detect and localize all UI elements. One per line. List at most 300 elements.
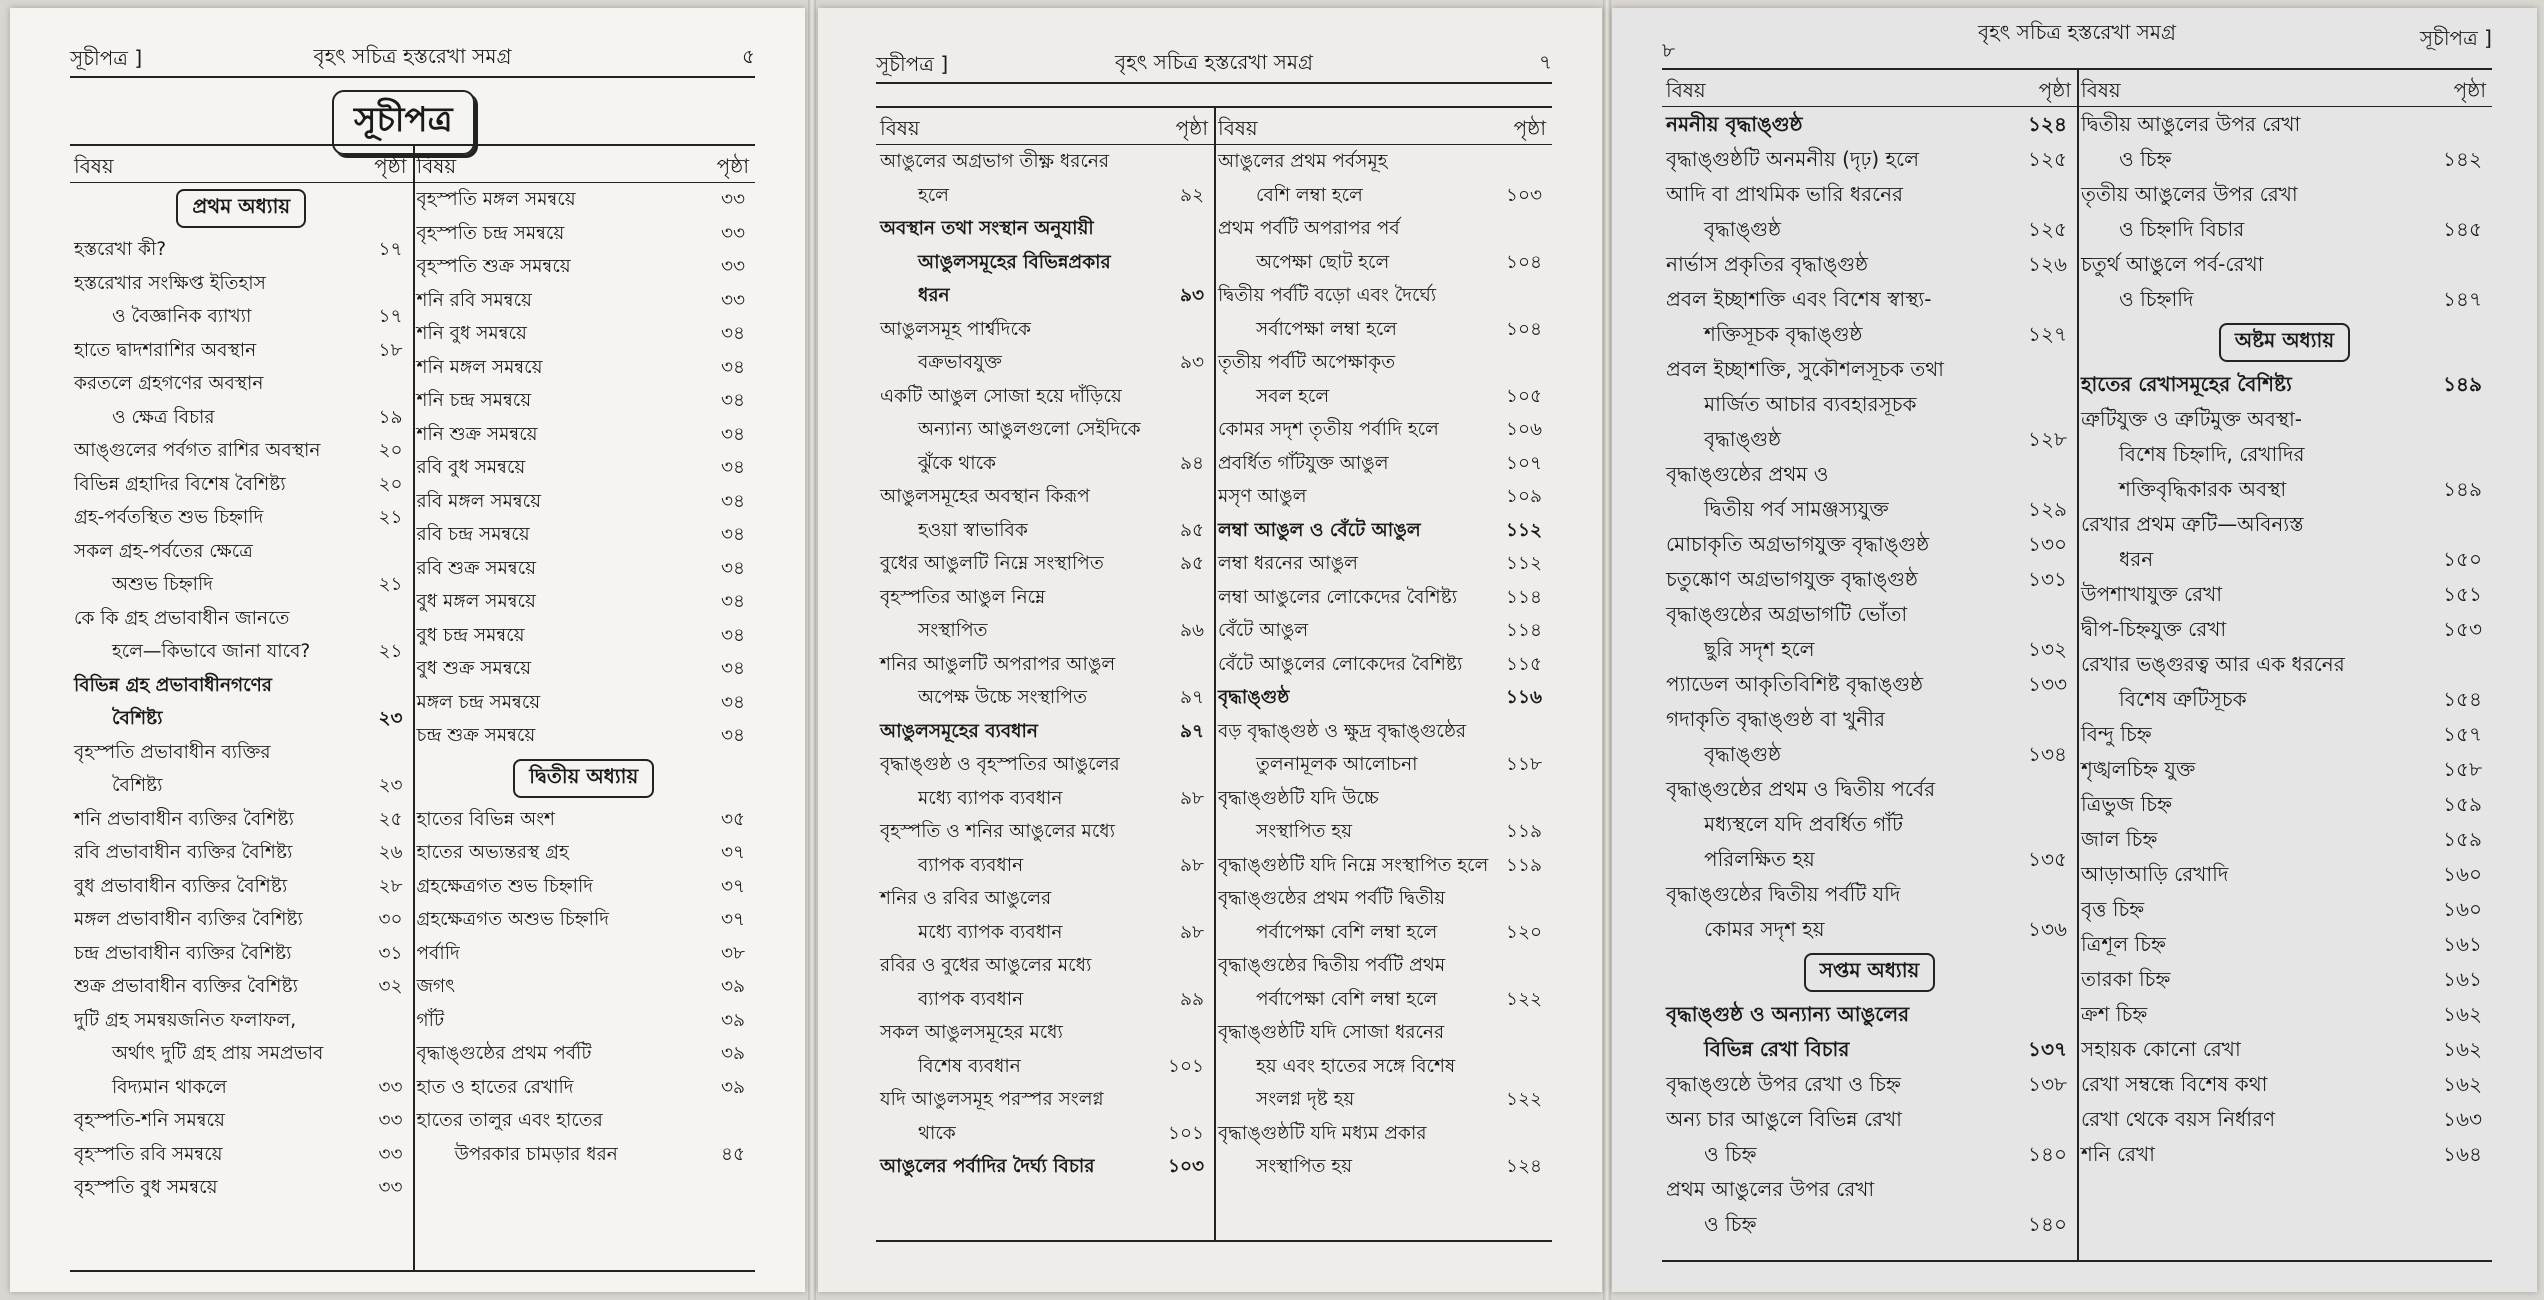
header-page-number: ৭ (1538, 50, 1552, 74)
toc-entry (417, 451, 752, 485)
toc-entry-page: ১১৯ (1505, 854, 1542, 876)
header-section-label: সূচীপত্র ] (2419, 26, 2492, 50)
toc-entry (880, 246, 1210, 280)
toc-entry-page: ৩৪ (720, 591, 745, 612)
toc-entry-title: হাতের অভ্যন্তরস্থ গ্রহ (416, 842, 569, 863)
toc-entry-page: ৩৪ (720, 356, 745, 378)
running-header (876, 42, 1552, 84)
chapter-heading (74, 189, 409, 229)
toc-entry (1218, 380, 1548, 414)
toc-entry-title: মঙ্গল চন্দ্র সমন্বয়ে (416, 691, 541, 713)
toc-entry-page: ২৫ (378, 808, 403, 830)
toc-entry-page: ১৪৯ (2443, 372, 2482, 396)
toc-entry-title: ও বৈজ্ঞানিক ব্যাখ্যা (112, 306, 252, 327)
toc-entry-page: ১৩২ (2028, 637, 2067, 661)
toc-entry-page: ৩৪ (720, 624, 745, 646)
toc-entry-title: জাল চিহ্ন (2081, 827, 2158, 851)
toc-entry-page: ৩৪ (720, 323, 745, 344)
toc-entry-page: ২১ (378, 574, 403, 595)
toc-entry-title: বৃহস্পতি-শনি সমন্বয়ে (74, 1110, 225, 1131)
toc-entry-title: বৃদ্ধাঙ্গুষ্ঠ (1704, 742, 1782, 766)
toc-entry-page: ৩৪ (720, 423, 745, 445)
toc-entry (74, 535, 409, 569)
toc-entry-title: দ্বীপ-চিহ্নযুক্ত রেখা (2081, 617, 2227, 641)
toc-entry-page: ৩৭ (720, 875, 745, 897)
chapter-heading (2081, 323, 2488, 363)
toc-entry (880, 145, 1210, 179)
column-header-subject: বিষয় (416, 154, 457, 178)
toc-entry (417, 1004, 752, 1038)
toc-entry (880, 782, 1210, 816)
toc-entry-page: ১৭ (378, 239, 403, 260)
toc-entry-title: বিশেষ ত্রুটিসূচক (2119, 687, 2247, 711)
toc-column-left (1662, 70, 2079, 1260)
toc-entry-title: আঙুলসমূহের বিভিন্নপ্রকার (918, 251, 1111, 273)
toc-list (876, 145, 1214, 1184)
toc-entry-title: পর্বাপেক্ষা বেশি লম্বা হলে (1256, 988, 1438, 1010)
toc-entry (1218, 447, 1548, 481)
toc-entry (880, 882, 1210, 916)
toc-entry-page: ১৫৭ (2443, 722, 2482, 746)
toc-entry-page: ৪৫ (720, 1143, 745, 1165)
toc-entry-title: প্যাডেল আকৃতিবিশিষ্ট বৃদ্ধাঙ্গুষ্ঠ (1666, 672, 1924, 696)
toc-entry-title: লম্বা আঙুল ও বেঁটে আঙুল (1218, 519, 1421, 541)
toc-entry (1218, 480, 1548, 514)
toc-entry (1218, 1050, 1548, 1084)
toc-entry-page: ৯৮ (1179, 854, 1204, 876)
toc-entry-page: ১২০ (1505, 921, 1542, 943)
toc-entry-title: ধরন (2119, 547, 2154, 571)
toc-entry (1218, 514, 1548, 548)
toc-entry-page: ১২৭ (2028, 322, 2067, 346)
toc-entry-page: ৩৯ (720, 1043, 745, 1064)
toc-entry (880, 681, 1210, 715)
toc-entry-title: শনির ও রবির আঙুলের (880, 888, 1052, 909)
toc-entry (2081, 107, 2488, 142)
toc-entry-title: গ্রহ-পর্বতস্থিত শুভ চিহ্নাদি (74, 507, 264, 528)
toc-entry (880, 849, 1210, 883)
book-page-5 (10, 8, 805, 1292)
toc-entry (1666, 352, 2073, 387)
toc-entry-title: রবি মঙ্গল সমন্বয়ে (416, 490, 541, 512)
column-header-subject: বিষয় (74, 154, 114, 178)
toc-entry-title: দুটি গ্রহ সমন্বয়জনিত ফলাফল, (74, 1009, 297, 1031)
toc-entry-title: ও ক্ষেত্র বিচার (112, 406, 215, 428)
toc-entry-title: বৃহস্পতি চন্দ্র সমন্বয়ে (416, 222, 565, 244)
toc-entry-title: হয় এবং হাতের সঙ্গে বিশেষ (1256, 1055, 1456, 1077)
toc-entry-title: আঙুলের পর্বাদির দৈর্ঘ্য বিচার (880, 1156, 1095, 1177)
toc-entry (2081, 507, 2488, 542)
toc-entry-title: আঙুলসমূহের ব্যবধান (880, 720, 1038, 742)
toc-entry-title: মঙ্গল প্রভাবাধীন ব্যক্তির বৈশিষ্ট্য (74, 909, 303, 930)
book-gutter-1 (808, 0, 816, 1300)
toc-entry-page: ১৩৬ (2028, 917, 2067, 941)
toc-entry-title: হাতে দ্বাদশরাশির অবস্থান (74, 339, 257, 361)
toc-entry-page: ১৪০ (2028, 1212, 2067, 1236)
toc-entry (2081, 282, 2488, 317)
toc-entry-page: ৯৭ (1179, 720, 1204, 742)
toc-entry-page: ৩৪ (720, 390, 745, 411)
toc-entry (880, 949, 1210, 983)
toc-entry-title: রবির ও বুধের আঙুলের মধ্যে (880, 955, 1092, 976)
toc-entry-page: ১২৫ (2028, 217, 2067, 241)
toc-entry (1666, 772, 2073, 807)
toc-entry-title: পর্বাদি (416, 942, 460, 964)
toc-entry-title: বেঁটে আঙুলের লোকেদের বৈশিষ্ট্য (1218, 653, 1463, 675)
toc-entry (2081, 402, 2488, 437)
toc-entry-page: ১৪৭ (2443, 287, 2482, 311)
toc-entry-page: ১৩৮ (2028, 1072, 2067, 1096)
toc-entry-page: ১৬১ (2443, 932, 2482, 956)
toc-entry (74, 870, 409, 904)
toc-entry-title: বৃহস্পতির আঙুল নিম্নে (880, 586, 1046, 608)
toc-entry (417, 585, 752, 619)
toc-entry-page: ১৩৫ (2028, 847, 2067, 871)
toc-entry-title: রেখার ভঙ্গুরত্ব আর এক ধরনের (2081, 652, 2345, 676)
toc-entry (2081, 787, 2488, 822)
toc-entry-page: ৩৫ (720, 808, 745, 830)
toc-entry (880, 346, 1210, 380)
toc-entry-title: শৃঙ্খলচিহ্ন যুক্ত (2081, 757, 2196, 781)
toc-entry (1218, 313, 1548, 347)
toc-entry-title: বৃহস্পতি ও শনির আঙুলের মধ্যে (880, 821, 1115, 842)
toc-entry (880, 547, 1210, 581)
toc-entry-title: বৃদ্ধাঙ্গুষ্ঠের প্রথম ও (1666, 462, 1829, 486)
toc-column-right (413, 146, 756, 1270)
toc-entry-title: কে কি গ্রহ প্রভাবাধীন জানতে (74, 607, 290, 629)
toc-entry-page: ৩৩ (378, 1177, 403, 1198)
toc-entry (2081, 997, 2488, 1032)
toc-entry-title: বুধ প্রভাবাধীন ব্যক্তির বৈশিষ্ট্য (74, 875, 288, 897)
toc-entry-title: গাঁট (416, 1009, 445, 1031)
toc-entry (417, 284, 752, 318)
header-book-title: বৃহৎ সচিত্র হস্তরেখা সমগ্র (1978, 20, 2176, 44)
toc-entry-page: ১০৫ (1505, 385, 1542, 407)
toc-entry-page: ১৬২ (2443, 1037, 2482, 1061)
toc-entry-page: ৯২ (1179, 184, 1204, 206)
toc-entry-title: বৃদ্ধাঙ্গুষ্ঠটি যদি সোজা ধরনের (1218, 1022, 1445, 1043)
toc-entry-title: উপশাখাযুক্ত রেখা (2081, 582, 2223, 606)
toc-entry-page: ১৫৯ (2443, 827, 2482, 851)
toc-entry (2081, 177, 2488, 212)
toc-entry-page: ১৩৭ (2028, 1037, 2067, 1061)
column-header-subject: বিষয় (2081, 78, 2121, 102)
toc-entry-title: তুলনামূলক আলোচনা (1256, 754, 1418, 775)
toc-entry-page: ১৪৯ (2443, 477, 2482, 501)
toc-entry-title: হাত ও হাতের রেখাদি (416, 1076, 574, 1098)
toc-entry (1666, 492, 2073, 527)
toc-entry-title: সকল গ্রহ-পর্বতের ক্ষেত্রে (74, 540, 253, 562)
toc-entry-title: বৃহস্পতি শুক্র সমন্বয়ে (416, 256, 571, 277)
toc-entry (880, 916, 1210, 950)
toc-entry (880, 1117, 1210, 1151)
toc-entry-title: তৃতীয় পর্বটি অপেক্ষাকৃত (1218, 352, 1396, 373)
toc-entry (2081, 1137, 2488, 1172)
toc-entry-page: ১১৮ (1505, 754, 1542, 775)
toc-entry-title: ধরন (918, 285, 950, 306)
toc-entry-title: আঙুলসমূহ পার্শ্বদিকে (880, 318, 1031, 340)
toc-entry (417, 719, 752, 753)
toc-entry-page: ৩৯ (720, 1076, 745, 1098)
toc-entry (74, 669, 409, 703)
column-header-subject: বিষয় (1666, 78, 1706, 102)
toc-entry-page: ৩৭ (720, 909, 745, 930)
toc-entry-page: ১৫১ (2443, 582, 2482, 606)
toc-entry (74, 1071, 409, 1105)
toc-entry (417, 803, 752, 837)
toc-entry-title: হাতের রেখাসমূহের বৈশিষ্ট্য (2081, 372, 2292, 396)
column-header-page: পৃষ্ঠা (1513, 116, 1546, 140)
toc-entry (1218, 1117, 1548, 1151)
toc-entry (417, 183, 752, 217)
toc-entry-title: বৃদ্ধাঙ্গুষ্ঠের প্রথম পর্বটি (416, 1043, 592, 1064)
toc-entry-page: ৩৩ (720, 256, 745, 277)
toc-entry-page: ৯৩ (1179, 352, 1204, 373)
toc-entry (74, 401, 409, 435)
toc-entry-title: শনি রবি সমন্বয়ে (416, 289, 532, 311)
toc-entry (74, 468, 409, 502)
toc-entry (417, 870, 752, 904)
toc-entry-page: ১১৪ (1505, 586, 1542, 608)
toc-entry (880, 1150, 1210, 1184)
toc-entry-title: বৃদ্ধাঙ্গুষ্ঠের অগ্রভাগটি ভোঁতা (1666, 602, 1908, 626)
toc-entry-title: বৃদ্ধাঙ্গুষ্ঠ (1704, 217, 1782, 241)
toc-entry-page: ৩৩ (378, 1143, 403, 1165)
toc-entry (74, 970, 409, 1004)
toc-entry-page: ১৫০ (2443, 547, 2482, 571)
toc-entry-title: থাকে (918, 1122, 956, 1144)
toc-entry-title: বুধের আঙুলটি নিম্নে সংস্থাপিত (880, 553, 1104, 574)
toc-entry (2081, 577, 2488, 612)
toc-entry-title: ঝুঁকে থাকে (918, 452, 996, 474)
toc-entry (417, 485, 752, 519)
toc-list (1214, 145, 1552, 1184)
toc-entry (74, 602, 409, 636)
toc-entry (74, 233, 409, 267)
toc-entry (1666, 912, 2073, 947)
toc-entry-page: ১০৩ (1505, 184, 1542, 206)
toc-entry-page: ২১ (378, 507, 403, 528)
toc-entry-title: মধ্যস্থলে যদি প্রবর্ধিত গাঁট (1704, 812, 1903, 836)
toc-entry (880, 815, 1210, 849)
toc-entry (1218, 916, 1548, 950)
toc-entry-title: রবি প্রভাবাধীন ব্যক্তির বৈশিষ্ট্য (74, 842, 293, 863)
toc-entry-page: ২৬ (378, 842, 403, 863)
toc-entry (880, 212, 1210, 246)
toc-entry (1666, 667, 2073, 702)
toc-entry (74, 1138, 409, 1172)
toc-entry-title: অন্যান্য আঙুলগুলো সেইদিকে (918, 419, 1141, 440)
toc-entry-page: ২১ (378, 641, 403, 662)
toc-entry-page: ৩৭ (720, 842, 745, 863)
toc-entry (417, 970, 752, 1004)
toc-entry-title: ও চিহ্ন (1704, 1142, 1757, 1166)
toc-entry-page: ১৬০ (2443, 897, 2482, 921)
toc-entry-title: বুধ মঙ্গল সমন্বয়ে (416, 591, 536, 612)
chapter-heading (417, 759, 752, 799)
toc-entry-title: প্রবল ইচ্ছাশক্তি, সুকৌশলসূচক তথা (1666, 357, 1944, 381)
toc-entry (74, 736, 409, 770)
toc-list (413, 183, 756, 1171)
toc-entry-title: বিন্দু চিহ্ন (2081, 722, 2152, 746)
toc-entry-page: ১০৯ (1505, 486, 1542, 507)
toc-entry-page: ১২৯ (2028, 497, 2067, 521)
toc-entry-title: জগৎ (416, 976, 456, 997)
toc-entry (1666, 597, 2073, 632)
toc-entry-page: ১৩১ (2028, 567, 2067, 591)
toc-entry-title: লম্বা আঙুলের লোকেদের বৈশিষ্ট্য (1218, 586, 1458, 608)
toc-entry (1666, 142, 2073, 177)
toc-entry (1218, 815, 1548, 849)
toc-entry-title: চতুর্থ আঙুলে পর্ব-রেখা (2081, 252, 2264, 276)
toc-entry-title: পর্বাপেক্ষা বেশি লম্বা হলে (1256, 921, 1438, 943)
toc-entry-page: ৯৭ (1179, 687, 1204, 708)
toc-entry-title: আড়াআড়ি রেখাদি (2081, 862, 2229, 886)
toc-entry-title: গ্রহক্ষেত্রগত শুভ চিহ্নাদি (416, 875, 593, 897)
toc-entry (417, 317, 752, 351)
toc-entry (1666, 1207, 2073, 1242)
toc-entry-page: ৯৮ (1179, 787, 1204, 809)
toc-entry (2081, 892, 2488, 927)
toc-entry (1666, 107, 2073, 142)
toc-entry-page: ১০৪ (1505, 318, 1542, 340)
toc-entry-title: অবস্থান তথা সংস্থান অনুযায়ী (880, 218, 1094, 239)
toc-entry (74, 568, 409, 602)
toc-entry-title: লম্বা ধরনের আঙুল (1218, 553, 1358, 574)
toc-entry-page: ৯৬ (1179, 620, 1204, 641)
toc-entry-page: ১২৪ (1505, 1156, 1542, 1177)
toc-entry (417, 384, 752, 418)
toc-entry-title: শনি রেখা (2081, 1142, 2155, 1166)
toc-entry-page: ৯৮ (1179, 921, 1204, 943)
column-header (1662, 70, 2077, 107)
column-header (413, 146, 756, 183)
toc-entry-title: বৈশিষ্ট্য (112, 708, 163, 729)
chapter-heading-label: দ্বিতীয় অধ্যায় (513, 759, 654, 798)
toc-entry (2081, 1102, 2488, 1137)
toc-entry-title: দ্বিতীয় পর্ব সামঞ্জস্যযুক্ত (1704, 497, 1889, 521)
toc-entry-title: শক্তিসূচক বৃদ্ধাঙ্গুষ্ঠ (1704, 322, 1863, 346)
toc-entry-title: রবি শুক্র সমন্বয়ে (416, 557, 537, 579)
toc-entry-title: উপরকার চামড়ার ধরন (454, 1143, 618, 1165)
toc-entry-page: ১০৩ (1167, 1156, 1204, 1177)
toc-entry-page: ১৬২ (2443, 1072, 2482, 1096)
toc-entry-title: বৃদ্ধাঙ্গুষ্ঠের প্রথম ও দ্বিতীয় পর্বের (1666, 777, 1936, 801)
toc-entry (1218, 748, 1548, 782)
toc-entry (880, 1083, 1210, 1117)
toc-entry (880, 514, 1210, 548)
toc-entry (880, 1050, 1210, 1084)
toc-entry (74, 635, 409, 669)
toc-entry-page: ১৪০ (2028, 1142, 2067, 1166)
toc-entry (417, 903, 752, 937)
toc-entry-title: বৃহস্পতি বুধ সমন্বয়ে (74, 1177, 218, 1198)
toc-entry (417, 686, 752, 720)
toc-entry (1218, 279, 1548, 313)
toc-entry-title: বেঁটে আঙুল (1218, 620, 1309, 641)
toc-entry-title: বৃহস্পতি মঙ্গল সমন্বয়ে (416, 189, 576, 210)
toc-entry (417, 937, 752, 971)
toc-entry (417, 1071, 752, 1105)
toc-entry-title: বিভিন্ন গ্রহ প্রভাবাধীনগণের (74, 674, 272, 696)
chapter-heading (1666, 953, 2073, 993)
toc-entry-title: সহায়ক কোনো রেখা (2081, 1037, 2241, 1061)
column-header (1214, 108, 1552, 145)
toc-entry-title: বুধ চন্দ্র সমন্বয়ে (416, 624, 525, 646)
toc-entry-title: মসৃণ আঙুল (1218, 486, 1307, 507)
toc-entry-page: ১০৬ (1505, 419, 1542, 440)
toc-entry-title: বৃদ্ধাঙ্গুষ্ঠটি যদি উচ্চে (1218, 787, 1379, 809)
toc-entry (1218, 1150, 1548, 1184)
toc-entry (417, 652, 752, 686)
toc-entry-title: ত্রিশূল চিহ্ন (2081, 932, 2166, 956)
toc-entry (880, 447, 1210, 481)
column-header (2077, 70, 2492, 107)
toc-entry-title: কোমর সদৃশ তৃতীয় পর্বাদি হলে (1218, 419, 1439, 440)
toc-entry-page: ৩২ (378, 976, 403, 997)
toc-column-right (1214, 108, 1552, 1240)
toc-entry (1666, 997, 2073, 1032)
toc-entry (2081, 682, 2488, 717)
toc-entry-title: বৃদ্ধাঙ্গুষ্ঠ ও বৃহস্পতির আঙুলের (880, 754, 1120, 775)
toc-entry-page: ১৫৪ (2443, 687, 2482, 711)
toc-list (2077, 107, 2492, 1172)
toc-entry-page: ১৯ (378, 406, 403, 428)
toc-entry (2081, 542, 2488, 577)
toc-entry-title: প্রথম আঙুলের উপর রেখা (1666, 1177, 1875, 1201)
toc-entry-page: ৩৪ (720, 725, 745, 746)
toc-entry (1666, 807, 2073, 842)
toc-entry-title: অপেক্ষ উচ্চে সংস্থাপিত (918, 687, 1087, 708)
toc-entry-title: বিশেষ চিহ্নাদি, রেখাদির (2119, 442, 2305, 466)
toc-entry-title: বৃদ্ধাঙ্গুষ্ঠের প্রথম পর্বটি দ্বিতীয় (1218, 888, 1446, 909)
book-gutter-2 (1603, 0, 1611, 1300)
toc-entry (417, 418, 752, 452)
toc-entry-page: ৩৪ (720, 457, 745, 478)
toc-entry-title: বৃদ্ধাঙ্গুষ্ঠ (1218, 687, 1290, 708)
toc-entry-title: ব্যাপক ব্যবধান (918, 854, 1024, 876)
toc-entry-title: শনি মঙ্গল সমন্বয়ে (416, 356, 543, 378)
header-page-number: ৮ (1662, 38, 1675, 62)
toc-entry-title: নার্ভাস প্রকৃতির বৃদ্ধাঙ্গুষ্ঠ (1666, 252, 1869, 276)
toc-entry (1666, 1102, 2073, 1137)
toc-entry (74, 903, 409, 937)
toc-entry (2081, 717, 2488, 752)
toc-entry-title: সংস্থাপিত (918, 620, 988, 641)
column-header-page: পৃষ্ঠা (1175, 116, 1208, 140)
toc-entry (1218, 145, 1548, 179)
toc-entry-page: ১১২ (1505, 553, 1542, 574)
toc-entry-title: রবি বুধ সমন্বয়ে (416, 457, 526, 478)
toc-entry-page: ৩৪ (720, 524, 745, 545)
toc-entry-page: ৩৩ (720, 289, 745, 311)
toc-entry-page: ৩৪ (720, 557, 745, 579)
toc-entry-title: অর্থাৎ দুটি গ্রহ প্রায় সমপ্রভাব (112, 1043, 324, 1064)
toc-column-right (2077, 70, 2492, 1260)
toc-entry-title: বৃদ্ধাঙ্গুষ্ঠের দ্বিতীয় পর্বটি প্রথম (1218, 955, 1446, 976)
toc-entry-page: ১২৫ (2028, 147, 2067, 171)
toc-entry-page: ৩৪ (720, 658, 745, 679)
toc-entry (2081, 752, 2488, 787)
toc-entry (1666, 737, 2073, 772)
toc-entry (1666, 177, 2073, 212)
toc-entry-page: ৩৩ (720, 222, 745, 244)
toc-entry-title: অশুভ চিহ্নাদি (112, 574, 214, 595)
toc-entry-title: বৃদ্ধাঙ্গুষ্ঠটি যদি নিম্নে সংস্থাপিত হলে (1218, 854, 1489, 876)
column-header-page: পৃষ্ঠা (374, 154, 407, 178)
toc-entry (1666, 1137, 2073, 1172)
toc-entry-title: শনি শুক্র সমন্বয়ে (416, 423, 538, 445)
